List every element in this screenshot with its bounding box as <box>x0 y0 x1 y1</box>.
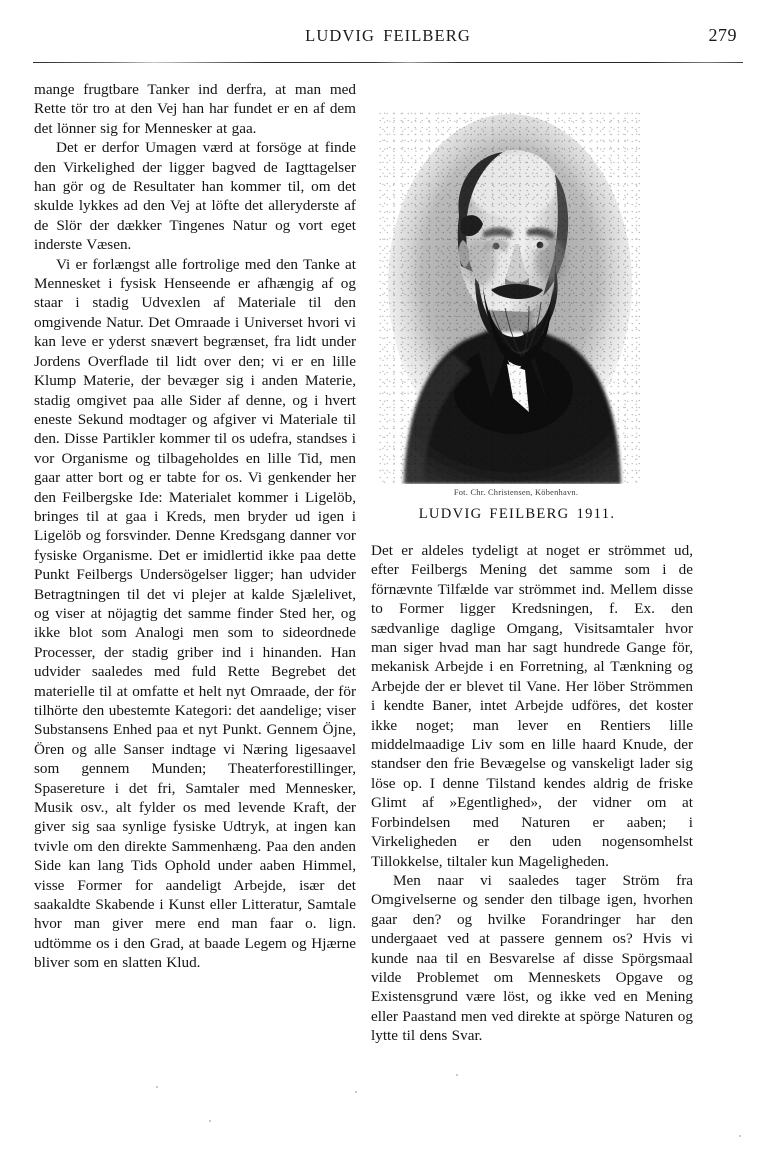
scan-speck <box>456 1074 458 1076</box>
figure-caption: LUDVIG FEILBERG 1911. <box>418 506 616 522</box>
scan-speck <box>209 1120 211 1122</box>
left-text-column <box>34 80 356 973</box>
portrait-figure <box>371 112 693 532</box>
scan-speck <box>739 1135 741 1137</box>
page-title: LUDVIG FEILBERG <box>305 26 471 45</box>
paragraph: Vi er forlængst alle fortrolige med den Tanke at Mennesket i fysisk Henseende er afhængig af og staar i stadig Udvexlen af Materiale til den omgivende Natur. Det Omraade i Universet hvori vi kan leve er yderst snævert begrænset, fra lidt under Jordens Overflade til lidt over den; vi er en lille Klump Materie, der bevæger sig i anden Materie, stadig omgivet paa alle Sider af denne, og i hvert eneste Sekund modtager og afgiver vi Materiale til den. Disse Partikler kommer til os udefra, standses i vor Organisme og tilbageholdes en lille Tid, men gaar atter bort og er tabte for os. Vi genkender her den Feilbergske Ide: Materialet kommer i Ligelöb, bringes til at gaa i Kreds, men bryder ud igen i Ligelöb og forsvinder. Denne Kredsgang danner vor fysiske Organisme. Det er imidlertid ikke paa dette Punkt Feilbergs Undersögelser ligger; han udvider Betragtningen til det vi plejer at kalde Sjælelivet, og viser at nöjagtig det samme finder Sted her, og ikke blot som Analogi men som to sideordnede Processer, der stadig griber ind i hinanden. Han udvider saaledes med fuld Rette Begrebet det materielle til at omfatte et helt nyt Omraade, der för tilhörte den ubestemte Kategori: det aandelige; viser Substansens Enhed paa et nyt Punkt. Gennem Öjne, Ören og alle Sanser indtage vi Næring ligesaavel som gennem Munden; Theaterforestillinger, Spasereture i det fri, Samtaler med Mennesker, Musik osv., alt fylder os med levende Kraft, der giver sig saa synlige fysiske Udtryk, at ingen kan tvivle om den direkte Sammenhæng. Paa den anden Side kan lang Tids Ophold under aaben Himmel, visse Former for aandeligt Arbejde, især det saakaldte Skabende i Kunst eller Litteratur, Samtale hvor man giver mere end man faar o. lign. udtömme os i den Grad, at baade Legem og Hjærne bliver som en slatten Klud. <box>34 255 356 972</box>
scan-speck <box>355 1091 357 1093</box>
photo-credit: Fot. Chr. Christensen, Köbenhavn. <box>453 488 579 497</box>
portrait-photograph <box>379 112 641 484</box>
paragraph: Det er aldeles tydeligt at noget er strömmet ud, efter Feilbergs Mening det samme som i de förnævnte Tilfælde var strömmet ind. Mellem disse to Former ligger Kredsningen, f. Ex. den sædvanlige daglige Omgang, Visitsamtaler hvor man siger hvad man har sagt hundrede Gange för, mekanisk Arbejde i en Forretning, al Tænkning og Arbejde der er blevet til Vane. Her löber Strömmen i kendte Baner, intet Arbejde udföres, det koster ikke noget; man lever en Rentiers lille middelmaadige Liv som en lille haard Knude, der standser den frie Bevægelse og vanskeligt lader sig löse op. I denne Tilstand kendes aldrig de friske Glimt af »Egentlighed», der vidner om at Forbindelsen med Naturen er aaben; i Virkeligheden er den uden nogensomhelst Tillokkelse, tiltaler kun Mageligheden. <box>371 542 693 870</box>
running-head <box>33 26 743 56</box>
halftone-grain-overlay <box>379 112 641 484</box>
page-number: 279 <box>708 25 737 45</box>
scan-speck <box>156 1086 158 1088</box>
paragraph: Men naar vi saaledes tager Ström fra Omgivelserne og sender den tilbage igen, hvorhen gaar den? og hvilke Forandringer har den undergaaet ved at passere gennem os? Hvis vi kunde naa til en Besvarelse af disse Spörgsmaal vilde Problemet om Menneskets Opgave og Existensgrund være löst, og ikke ved en Mening eller Paastand men ved direkte at spörge Naturen og lytte til dens Svar. <box>371 871 693 1045</box>
right-text-column <box>371 541 693 1046</box>
header-divider-rule <box>33 62 743 63</box>
paragraph: mange frugtbare Tanker ind derfra, at man med Rette tör tro at den Vej han har fundet er en af dem det lönner sig for Mennesker at gaa. <box>34 81 356 137</box>
paragraph: Det er derfor Umagen værd at forsöge at finde den Virkelighed der ligger bagved de Iagttagelser han gör og de Resultater han kommer til, om det skulde lykkes ad den Vej at löfte det alleryderste af de Slör der dækker Tingenes Natur og vort eget inderste Væsen. <box>34 139 356 254</box>
